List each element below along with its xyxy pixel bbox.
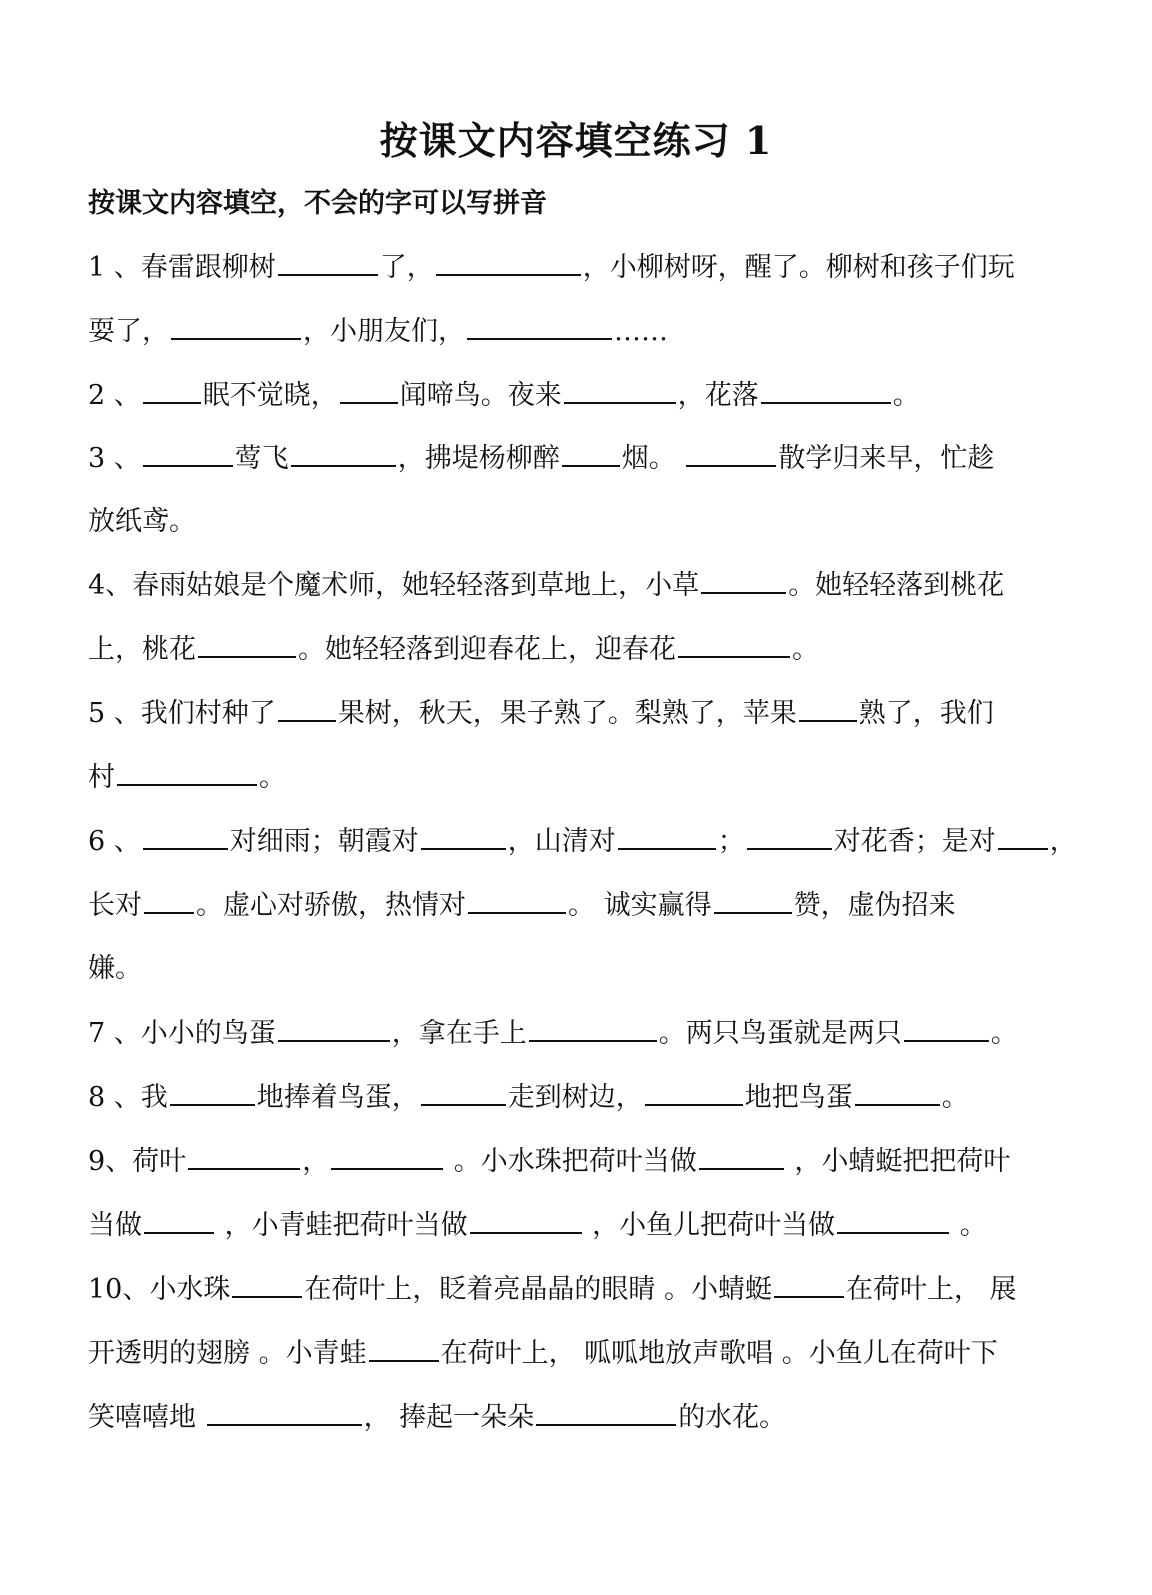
exercise-text: 放纸鸢。 [88, 506, 196, 537]
answer-blank[interactable] [117, 758, 257, 786]
exercise-line [88, 1140, 1010, 1184]
answer-blank[interactable] [188, 1142, 300, 1170]
exercise-text: ，小蜻蜓把把荷叶 [785, 1146, 1011, 1177]
exercise-line [88, 564, 1004, 608]
exercise-text: 了， [379, 252, 434, 283]
exercise-text: 9、荷叶 [88, 1146, 187, 1177]
answer-blank[interactable] [686, 439, 776, 467]
exercise-text: 烟。 [621, 443, 685, 474]
exercise-text: ； [717, 826, 745, 857]
exercise-line [88, 310, 668, 354]
instructions: 按课文内容填空，不会的字可以写拼音 [88, 188, 547, 219]
exercise-line [88, 947, 142, 991]
exercise-text: …… [614, 316, 668, 347]
exercise-text: 开透明的翅膀 。小青蛙 [88, 1338, 367, 1369]
answer-blank[interactable] [468, 886, 566, 914]
exercise-text: 在荷叶上，眨着亮晶晶的眼睛 。小蜻蜓 [304, 1274, 772, 1305]
exercise-text: 。 [892, 380, 920, 411]
exercise-line [88, 628, 819, 672]
exercise-text: ，拿在手上 [391, 1018, 527, 1049]
exercise-text: ，小柳树呀，醒了。柳树和孩子们玩 [582, 252, 1015, 283]
exercise-text: ，小鱼儿把荷叶当做 [583, 1210, 836, 1241]
exercise-line [88, 1396, 786, 1440]
answer-blank[interactable] [278, 1014, 390, 1042]
exercise-text: 地捧着鸟蛋， [256, 1082, 419, 1113]
answer-blank[interactable] [171, 312, 301, 340]
answer-blank[interactable] [291, 439, 396, 467]
exercise-line [88, 692, 994, 736]
answer-blank[interactable] [714, 886, 792, 914]
answer-blank[interactable] [369, 1334, 439, 1362]
exercise-text: 闻啼鸟。夜来 [399, 380, 562, 411]
exercise-line [88, 820, 1077, 864]
answer-blank[interactable] [678, 630, 790, 658]
exercise-text: 莺飞 [234, 443, 289, 474]
answer-blank[interactable] [747, 822, 832, 850]
exercise-text: 上，桃花 [88, 634, 196, 665]
answer-blank[interactable] [799, 694, 857, 722]
answer-blank[interactable] [470, 1206, 582, 1234]
exercise-text: 笑嘻嘻地 [88, 1402, 205, 1433]
answer-blank[interactable] [143, 376, 201, 404]
answer-blank[interactable] [143, 439, 233, 467]
answer-blank[interactable] [232, 1270, 302, 1298]
exercise-text: 。她轻轻落到桃花 [788, 570, 1005, 601]
exercise-text: 地把鸟蛋 [744, 1082, 853, 1113]
exercise-text: 走到树边， [507, 1082, 643, 1113]
answer-blank[interactable] [421, 822, 506, 850]
exercise-text: 耍了， [88, 316, 169, 347]
exercise-text: 。 [792, 634, 819, 665]
exercise-text: 7 、小小的鸟蛋 [88, 1018, 276, 1049]
answer-blank[interactable] [618, 822, 716, 850]
exercise-line [88, 1204, 987, 1248]
exercise-text: 。 [259, 762, 286, 793]
exercise-text: 6 、 [88, 826, 141, 857]
answer-blank[interactable] [467, 312, 612, 340]
answer-blank[interactable] [904, 1014, 989, 1042]
exercise-text: ， 捧起一朵朵 [363, 1402, 535, 1433]
answer-blank[interactable] [699, 1142, 784, 1170]
exercise-text: 村 [88, 762, 115, 793]
exercise-text: ，拂堤杨柳醉 [397, 443, 560, 474]
exercise-line [88, 756, 286, 800]
exercise-text: ， [302, 1146, 330, 1177]
exercise-text: 熟了，我们 [858, 698, 994, 729]
exercise-text: 。 [951, 1210, 987, 1241]
answer-blank[interactable] [855, 1078, 940, 1106]
exercise-text: 在荷叶上， 展 [845, 1274, 1017, 1305]
answer-blank[interactable] [645, 1078, 743, 1106]
exercise-line [88, 437, 994, 481]
exercise-text: 赞，虚伪招来 [793, 890, 956, 921]
exercise-text: 的水花。 [678, 1402, 787, 1433]
exercise-text: 散学归来早，忙趁 [778, 443, 995, 474]
exercise-text: 在荷叶上， 呱呱地放声歌唱 。小鱼儿在荷叶下 [440, 1338, 998, 1369]
exercise-text: 5 、我们村种了 [88, 698, 276, 729]
exercise-text: ，小朋友们， [303, 316, 465, 347]
answer-blank[interactable] [198, 630, 296, 658]
exercise-text: 2 、 [88, 380, 141, 411]
exercise-text: 当做 [88, 1210, 142, 1241]
exercise-line [88, 374, 920, 418]
exercise-text: 。小水珠把荷叶当做 [445, 1146, 697, 1177]
exercise-text: 3 、 [88, 443, 141, 474]
answer-blank[interactable] [144, 886, 194, 914]
exercise-text: 。 [990, 1018, 1018, 1049]
answer-blank[interactable] [278, 694, 336, 722]
answer-blank[interactable] [536, 1398, 676, 1426]
exercise-text: 长对 [88, 890, 142, 921]
answer-blank[interactable] [529, 1014, 657, 1042]
exercise-text: 果树，秋天，果子熟了。梨熟了，苹果 [337, 698, 797, 729]
exercise-text: 。 [941, 1082, 969, 1113]
answer-blank[interactable] [143, 822, 228, 850]
exercise-line [88, 884, 956, 928]
exercise-text: 。虚心对骄傲，热情对 [196, 890, 466, 921]
answer-blank[interactable] [774, 1270, 844, 1298]
exercise-text: 10、小水珠 [88, 1274, 231, 1305]
exercise-text: 1 、春雷跟柳树 [88, 252, 276, 283]
answer-blank[interactable] [278, 248, 378, 276]
exercise-text: 对细雨；朝霞对 [229, 826, 419, 857]
exercise-text: 对花香；是对 [833, 826, 996, 857]
answer-blank[interactable] [564, 376, 676, 404]
answer-blank[interactable] [436, 248, 581, 276]
exercise-text: 4、春雨姑娘是个魔术师，她轻轻落到草地上，小草 [88, 570, 700, 601]
answer-blank[interactable] [837, 1206, 949, 1234]
exercise-line [88, 1268, 1017, 1312]
answer-blank[interactable] [761, 376, 891, 404]
answer-blank[interactable] [170, 1078, 255, 1106]
answer-blank[interactable] [340, 376, 398, 404]
answer-blank[interactable] [421, 1078, 506, 1106]
answer-blank[interactable] [998, 822, 1048, 850]
exercise-line [88, 1332, 998, 1376]
exercise-line [88, 500, 196, 544]
exercise-line [88, 246, 1015, 290]
exercise-text: ，小青蛙把荷叶当做 [216, 1210, 468, 1241]
answer-blank[interactable] [701, 566, 786, 594]
answer-blank[interactable] [331, 1142, 443, 1170]
exercise-text: ， [1049, 826, 1077, 857]
exercise-text: 8 、我 [88, 1082, 168, 1113]
exercise-text: ，山清对 [507, 826, 616, 857]
answer-blank[interactable] [207, 1398, 362, 1426]
exercise-line [88, 1076, 969, 1120]
exercise-text: 。两只鸟蛋就是两只 [658, 1018, 902, 1049]
exercise-text: 嫌。 [88, 953, 142, 984]
exercise-text: 眠不觉晓， [202, 380, 338, 411]
exercise-line [88, 1012, 1018, 1056]
answer-blank[interactable] [562, 439, 620, 467]
answer-blank[interactable] [144, 1206, 214, 1234]
exercise-text: ，花落 [677, 380, 759, 411]
exercise-text: 。 诚实赢得 [568, 890, 712, 921]
exercise-text: 。她轻轻落到迎春花上，迎春花 [298, 634, 676, 665]
page-title: 按课文内容填空练习 1 [379, 118, 773, 163]
